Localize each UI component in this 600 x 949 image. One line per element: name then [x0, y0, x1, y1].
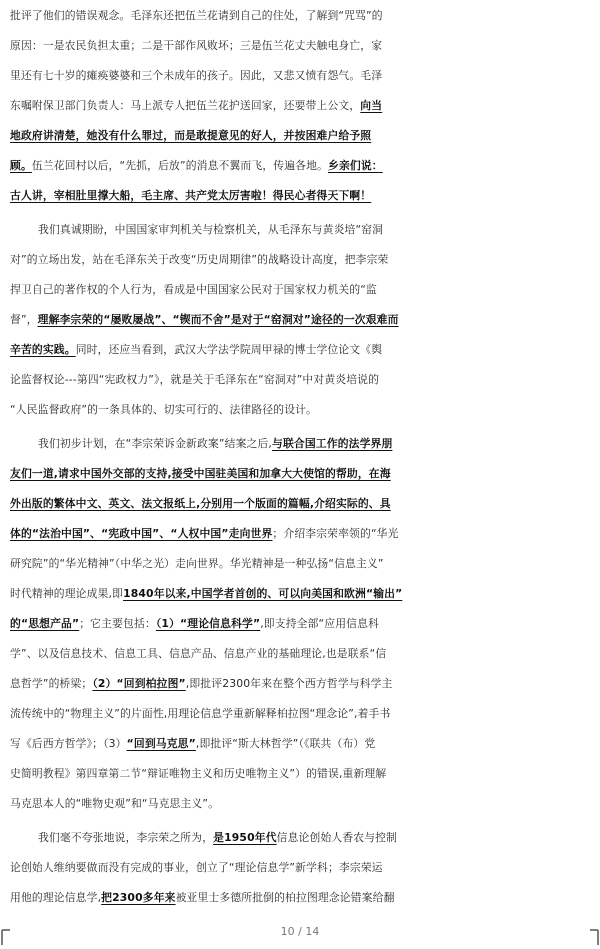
text-line	[0, 151, 600, 181]
text-segment: “人民监督政府”的一条具体的、切实可行的、法律路径的设计。	[10, 403, 318, 416]
text-line	[0, 729, 600, 759]
emphasized-text: 古人讲，宰相肚里撑大船，毛主席、共产党太厉害啦！得民心者得天下啊！	[10, 189, 372, 202]
text-line	[0, 31, 600, 61]
emphasized-text: 友们一道,请求中国外交部的支持,接受中国驻美国和加拿大大使馆的帮助，在海	[10, 467, 391, 480]
page-corner-marker-right	[576, 928, 600, 945]
emphasized-text: 顾。	[10, 159, 32, 172]
text-line	[0, 823, 600, 853]
emphasized-text: 理解李宗荣的“屡败屡战”、“锲而不舍”是对于“窑洞对”途径的一次艰难而	[37, 313, 399, 326]
text-segment: ,即批评“斯大林哲学”（《联共（布）党	[195, 737, 376, 750]
text-segment: 马克思本人的“唯物史观”和“马克思主义”。	[10, 797, 220, 810]
text-segment: ；它主要包括：	[79, 617, 156, 630]
emphasized-text: “回到马克思”	[126, 737, 196, 750]
text-segment: 研究院”的“华光精神”（中华之光）走向世界。华光精神是一种弘扬“信息主义”	[10, 557, 384, 570]
text-segment: 息哲学”的桥梁；	[10, 677, 93, 690]
text-line	[0, 699, 600, 729]
page-number: 10 / 14	[280, 925, 320, 938]
text-segment: 对”的立场出发，站在毛泽东关于改变“历史周期律”的战略设计高度，把李宗荣	[10, 253, 389, 266]
text-line	[0, 181, 600, 211]
text-line	[0, 609, 600, 639]
text-line	[0, 459, 600, 489]
text-segment: 我们初步计划，在“李宗荣诉金新政案”结案之后,	[38, 437, 273, 450]
text-segment: 批评了他们的错误观念。毛泽东还把伍兰花请到自己的住处，了解到“咒骂”的	[10, 9, 383, 22]
text-segment: 原因：一是农民负担太重；二是干部作风败坏；三是伍兰花丈夫触电身亡，家	[10, 39, 383, 52]
text-segment: ,即支持全部“应用信息科	[260, 617, 380, 630]
text-segment: 东嘱咐保卫部门负责人：马上派专人把伍兰花护送回家，还要带上公文，	[10, 99, 361, 112]
text-line	[0, 639, 600, 669]
text-line	[0, 215, 600, 245]
text-segment: ；介绍李宗荣率领的“华光	[272, 527, 399, 540]
emphasized-text: 乡亲们说：	[328, 159, 383, 172]
emphasized-text: 辛苦的实践。	[10, 343, 76, 356]
text-segment: ,即批评2300年来在整个西方哲学与科学主	[185, 677, 393, 690]
text-line	[0, 579, 600, 609]
emphasized-text: 外出版的繁体中文、英文、法文报纸上,分别用一个版面的篇幅,介绍实际的、具	[10, 497, 391, 510]
emphasized-text: 是1950年代	[213, 831, 277, 844]
emphasized-text: 的“思想产品”	[10, 617, 80, 630]
text-segment: 流传统中的“物理主义”的片面性,用理论信息学重新解释柏拉图“理念论”,着手书	[10, 707, 391, 720]
text-line	[0, 759, 600, 789]
text-line	[0, 1, 600, 31]
text-line	[0, 61, 600, 91]
text-line	[0, 275, 600, 305]
text-segment: 论监督权论---第四“宪政权力”》，就是关于毛泽东在“窑洞对”中对黄炎培说的	[10, 373, 380, 386]
text-line	[0, 91, 600, 121]
text-segment: 我们真诚期盼，中国国家审判机关与检察机关，从毛泽东与黄炎培“窑洞	[38, 223, 384, 236]
text-segment: 写《后西方哲学》；（3）	[10, 737, 127, 750]
text-line	[0, 883, 600, 913]
text-segment: 被亚里士多德所批倒的柏拉图理念论错案给翻	[175, 891, 395, 904]
emphasized-text: 1840年以来,中国学者首创的、可以向美国和欧洲“输出”	[123, 587, 403, 600]
text-segment: 论创始人维纳要做而没有完成的事业，创立了“理论信息学”新学科；李宗荣运	[10, 861, 383, 874]
text-line	[0, 519, 600, 549]
text-line	[0, 335, 600, 365]
text-line	[0, 429, 600, 459]
text-segment: 时代精神的理论成果,即	[10, 587, 124, 600]
text-line	[0, 245, 600, 275]
emphasized-text: 地政府讲清楚，她没有什么罪过，而是敢提意见的好人，并按困难户给予照	[10, 129, 372, 142]
text-segment: 同时，还应当看到，武汉大学法学院周甲禄的博士学位论文《舆	[75, 343, 383, 356]
text-line	[0, 853, 600, 883]
emphasized-text: 向当	[360, 99, 383, 112]
text-segment: 捍卫自己的著作权的个人行为，看成是中国国家公民对于国家权力机关的“监	[10, 283, 377, 296]
text-segment: 信息论创始人香农与控制	[276, 831, 398, 844]
emphasized-text: （2）“回到柏拉图”	[92, 677, 186, 690]
emphasized-text: 体的“法治中国”、“宪政中国”、“人权中国”走向世界	[10, 527, 273, 540]
text-line	[0, 121, 600, 151]
text-line	[0, 789, 600, 819]
text-segment: 伍兰花回村以后，“先抓，后放”的消息不翼而飞，传遍各地。	[31, 159, 329, 172]
text-line	[0, 669, 600, 699]
text-segment: 里还有七十岁的瘫痪婆婆和三个未成年的孩子。因此，又悲又愤有怨气。毛泽	[10, 69, 383, 82]
emphasized-text: （1）“理论信息科学”	[155, 617, 261, 630]
text-segment: 用他的理论信息学,	[10, 891, 102, 904]
text-segment: 史简明教程》第四章第二节“辩证唯物主义和历史唯物主义”）的错误,重新理解	[10, 767, 387, 780]
text-line	[0, 395, 600, 425]
emphasized-text: 与联合国工作的法学界朋	[272, 437, 393, 450]
text-line	[0, 549, 600, 579]
text-line	[0, 489, 600, 519]
text-segment: 我们毫不夸张地说，李宗荣之所为，	[38, 831, 214, 844]
text-segment: 督”，	[10, 313, 38, 326]
text-segment: 学”、以及信息技术、信息工具、信息产品、信息产业的基础理论,也是联系“信	[10, 647, 387, 660]
text-line	[0, 365, 600, 395]
emphasized-text: 把2300多年来	[101, 891, 176, 904]
text-line	[0, 305, 600, 335]
